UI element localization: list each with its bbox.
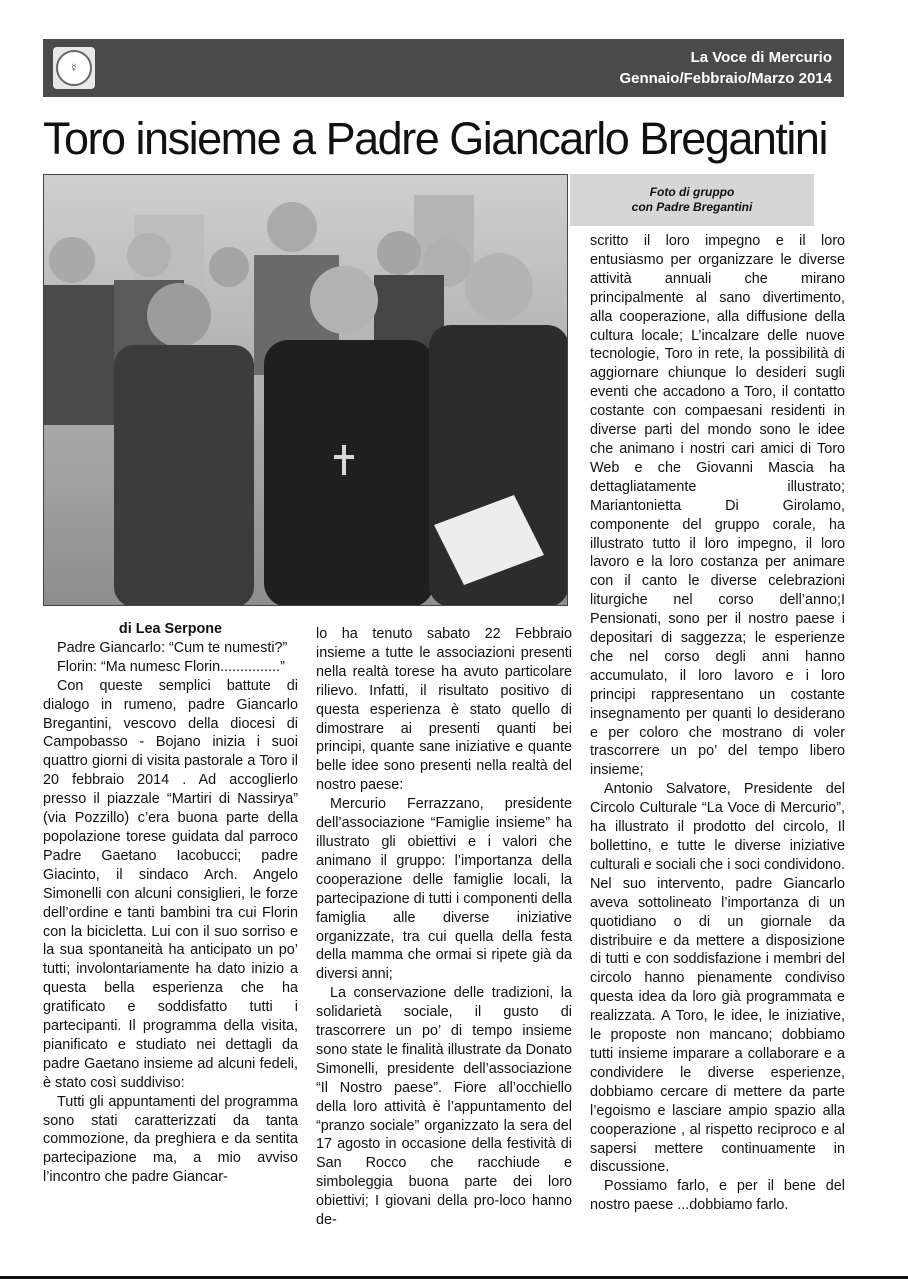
byline: di Lea Serpone — [118, 621, 223, 637]
mercury-head-icon: ☿ — [56, 50, 92, 86]
paragraph: Possiamo farlo, e per il bene del nostro paese ...dobbiamo farlo. — [590, 1178, 845, 1214]
article-column-3 — [590, 232, 845, 1215]
issue-date: Gennaio/Febbraio/Marzo 2014 — [619, 70, 832, 87]
paragraph: lo ha tenuto sabato 22 Febbraio insieme a tutte le associazioni presenti nella realtà torese ha avuto particolare rilievo. Infatti, il risultato positivo di questa esperienza è stato quello di dimostrare ai presenti quanti bei principi, quante sane iniziative e quante belle idee sono presenti nella realtà del nostro paese: — [316, 626, 572, 794]
paragraph: Padre Giancarlo: “Cum te numesti?” — [57, 639, 288, 656]
article-column-2 — [316, 625, 572, 1230]
paragraph: Con queste semplici battute di dialogo in rumeno, padre Giancarlo Bregantini, vescovo della diocesi di Campobasso - Bojano inizia i suoi quattro giorni di visita pastorale a Toro il 20 febbraio 2014 . Ad accoglierlo presso il piazzale “Martiri di Nassirya” (via Pozzillo) c’era buona parte della popolazione torese guidata dal parroco Padre Gaetano Iacobucci; padre Giacinto, il sindaco Arch. Angelo Simonelli con alcuni consiglieri, le forze dell’ordine e tanti bambini tra cui Florin con la bicicletta. Lui con il suo sorriso e la sua spontaneità ha anticipato un po’ tutti; involontariamente ha dato inizio a questa bella esperienza che ha gratificato e soddisfatto tutti i partecipanti. Il programma della visita, pianificato e studiato nei dettagli da padre Gaetano insieme ad alcuni fedeli, è stato così suddiviso: — [43, 677, 298, 1091]
article-title: Toro insieme a Padre Giancarlo Bregantini — [43, 113, 827, 164]
paragraph: Antonio Salvatore, Presidente del Circolo Culturale “La Voce di Mercurio”, ha illustrato il prodotto del circolo, Il bollettino, e tutte le diverse iniziative culturali e sociali che i soci condividono. Nel suo intervento, padre Giancarlo aveva sottolineato l’importanza di un quotidiano o di un giornale da distribuire e da mettere a disposizione di tutti e con soddisfazione i membri del circolo hanno pienamente condiviso questa idea da loro già programmata e realizzata. A Toro, le idee, le iniziative, le proposte non mancano; dobbiamo tutti insieme imparare a collaborare e a condividere le diverse esperienze, dobbiamo cercare di mettere da parte l’egoismo e lasciare ampio spazio alla cooperazione , al rispetto reciproco e al sapersi mettere continuamente in discussione. — [590, 781, 845, 1176]
photo-caption — [570, 174, 814, 226]
logo — [53, 47, 95, 89]
paragraph: Tutti gli appuntamenti del programma sono stati caratterizzati da tanta commozione, da preghiera e da sentita partecipazione ma, a mio avviso l’incontro che padre Giancar- — [43, 1093, 298, 1186]
photo-caption-line-1: Foto di gruppo — [649, 185, 735, 199]
header-bar — [43, 39, 844, 97]
publication-name: La Voce di Mercurio — [690, 49, 832, 66]
paragraph: Mercurio Ferrazzano, presidente dell’associazione “Famiglie insieme” ha illustrato gli obiettivi e i valori che animano il gruppo: l’importanza della cooperazione delle famiglie locali, la partecipazione di tutti i componenti della famiglia alle diverse iniziative organizzate, tra cui quella della festa della mamma che ormai si ripete già da diversi anni; — [316, 796, 572, 983]
header-info — [619, 47, 832, 89]
photo-caption-line-2: con Padre Bregantini — [631, 200, 753, 214]
paragraph: Florin: “Ma numesc Florin...............” — [57, 658, 285, 675]
group-photo — [43, 174, 568, 606]
paragraph: La conservazione delle tradizioni, la solidarietà sociale, il gusto di trascorrere un po’ di tempo insieme sono state le finalità illustrate da Donato Simonelli, presidente dell’associazione “Il Nostro paese”. Fiore all’occhiello della loro attività è l’appuntamento del “pranzo sociale” organizzato la sera del 17 agosto in occasione della festività di San Rocco che racchiude e simboleggia buona parte dei loro obiettivi; I giovani della pro-loco hanno de- — [316, 985, 572, 1229]
group-photo-image — [44, 175, 568, 606]
page-bottom-rule — [0, 1276, 908, 1279]
paragraph: scritto il loro impegno e il loro entusiasmo per organizzare le diverse attività annuali che mirano principalmente al sano divertimento, alla cooperazione, alla diffusione della cultura locale; L’incalzare delle nuove tecnologie, Toro in rete, la possibilità di aggiornare chiunque lo desideri sugli eventi che accadono a Toro, il contatto costante con compaesani residenti in diverse parti del mondo sono le idee che animano i nostri cari amici di Toro Web e che Giovanni Mascia ha dettagliatamente illustrato; Mariantonietta Di Girolamo, componente del gruppo corale, ha illustrato tutto il loro impegno, il loro lavoro e la loro costanza per animare con il canto le diverse celebrazioni liturgiche nel corso dell’anno;I Pensionati, sono per il nostro paese i depositari di saggezza; le esperienze che nel corso degli anni hanno accumulato, il loro lavoro e i loro principi rappresentano un costante insegnamento per quanti lo desiderano e per coloro che mostrano di voler trascorrere un po’ del tempo libero insieme; — [590, 233, 845, 779]
article-column-1 — [43, 620, 298, 1187]
